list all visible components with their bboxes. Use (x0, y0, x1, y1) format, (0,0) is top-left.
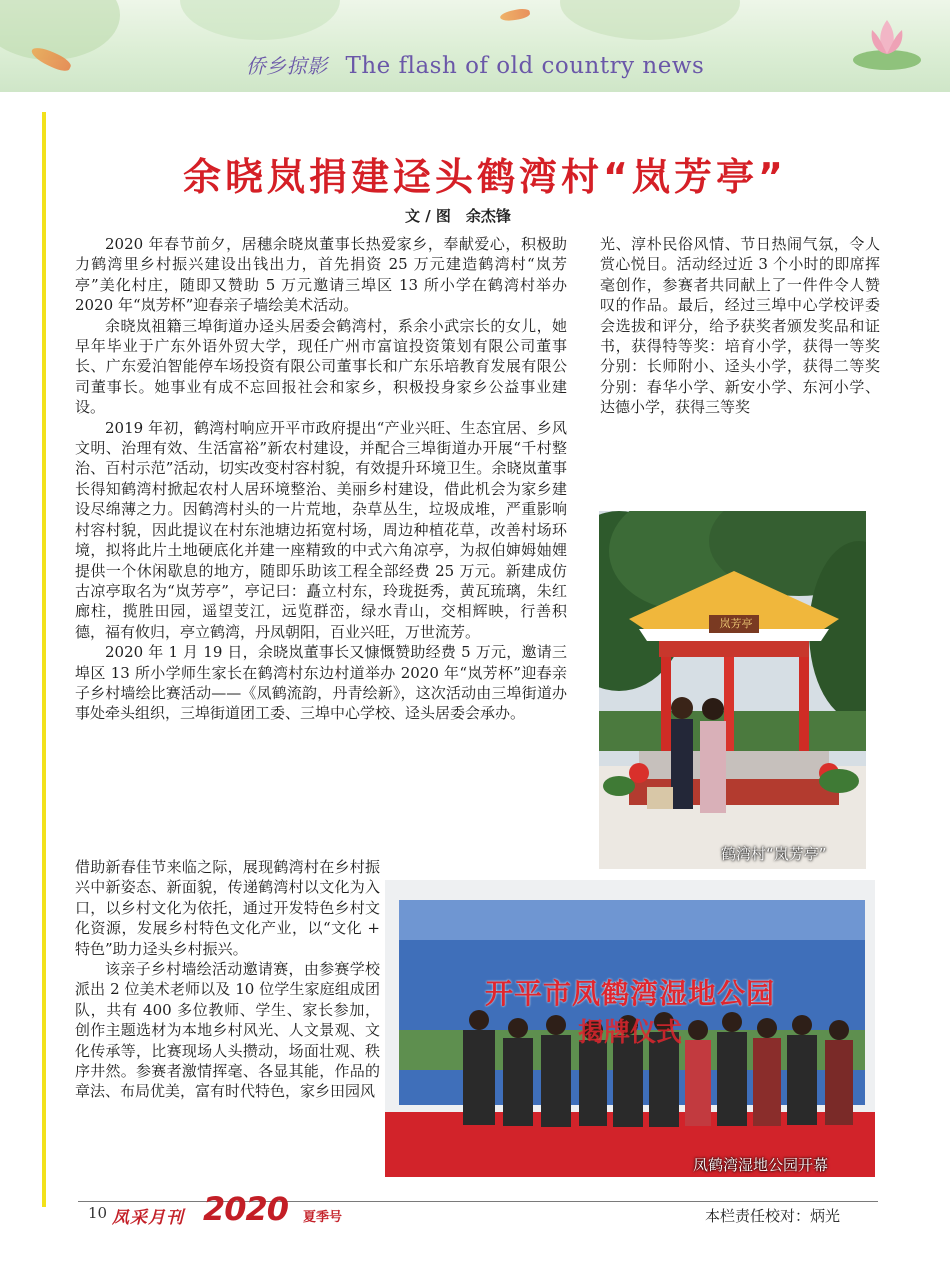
side-accent-rule (42, 112, 46, 1207)
koi-fish-decoration (499, 7, 530, 22)
paragraph: 2020 年春节前夕，居穗余晓岚董事长热爱家乡，奉献爱心，积极助力鹤湾里乡村振兴建设出钱出力，首先捐资 25 万元建造鹤湾村“岚芳亭”美化村庄，随即又赞助 5 万元邀请三埠区 13 所小学在鹤湾村举办 2020 年“岚芳杯”迎春亲子墙绘美术活动。 (75, 235, 567, 315)
section-name-cn: 侨乡掠影 (245, 54, 328, 78)
magazine-year: 2020 (203, 1190, 289, 1228)
header-band (0, 0, 950, 92)
paragraph: 借助新春佳节来临之际，展现鹤湾村在乡村振兴中新姿态、新面貌，传递鹤湾村以文化为入口，以乡村文化为依托，通过开发特色乡村文化资源，发展乡村特色文化产业，以“文化 + 特色”助力迳头乡村振兴。 (75, 858, 380, 958)
banner-subtitle: 揭牌仪式 (577, 1018, 682, 1048)
pavilion-caption: 鹤湾村“岚芳亭” (721, 845, 827, 863)
section-name-en: The flash of old country news (345, 53, 705, 79)
editor-note: 本栏责任校对：炳光 (705, 1207, 841, 1225)
pavilion-plaque: 岚芳亭 (719, 617, 753, 630)
paragraph: 余晓岚祖籍三埠街道办迳头居委会鹤湾村，系余小武宗长的女儿，她早年毕业于广东外语外贸大学，现任广州市富谊投资策划有限公司董事长、广东爱泊智能停车场投资有限公司董事长和广东乐培教育发展有限公司董事长。她事业有成不忘回报社会和家乡，积极投身家乡公益事业建设。 (75, 316, 567, 417)
paragraph: 该亲子乡村墙绘活动邀请赛，由参赛学校派出 2 位美术老师以及 10 位学生家庭组成团队，共有 400 多位教师、学生、家长参加，创作主题选材为本地乡村风光、人文景观、文化传承等，比赛现场人头攒动，场面壮观、秩序井然。参赛者激情挥毫、各显其能，作品的章法、布局优美，富有时代特色，家乡田园风 (75, 960, 380, 1101)
paragraph: 光、淳朴民俗风情、节日热闹气氛，令人赏心悦目。活动经过近 3 个小时的即席挥毫创作，参赛者共同献上了一件件令人赞叹的作品。最后，经过三埠中心学校评委会选拔和评分，给予获奖者颁发奖品和证书，获得特等奖：培育小学，获得一等奖分别：长师附小、迳头小学，获得二等奖分别：春华小学、新安小学、东河小学、达德小学，获得三等奖 (600, 235, 880, 417)
magazine-name: 凤采月刊 (112, 1208, 184, 1228)
section-header (0, 50, 950, 79)
article-body-left (75, 234, 567, 854)
pavilion-photo (599, 511, 866, 869)
page-number: 10 (88, 1204, 108, 1222)
pavilion-illustration (599, 511, 866, 869)
article-title: 余晓岚捐建迳头鹤湾村“岚芳亭” (183, 155, 787, 199)
footer-rule (78, 1201, 878, 1202)
paragraph: 2020 年 1 月 19 日，余晓岚董事长又慷慨赞助经费 5 万元，邀请三埠区 13 所小学师生家长在鹤湾村东边村道举办 2020 年“岚芳杯”迎春亲子乡村墙绘比赛活动——《凤鹤流韵，丹青绘新》，这次活动由三埠街道办事处牵头组织，三埠街道团工委、三埠中心学校、迳头居委会承办。 (75, 643, 567, 723)
article-byline: 文 / 图 余杰锋 (405, 207, 511, 225)
paragraph: 2019 年初，鹤湾村响应开平市政府提出“产业兴旺、生态宜居、乡风文明、治理有效、生活富裕”新农村建设，并配合三埠街道办开展“千村整治、百村示范”活动，切实改变村容村貌，有效提升环境卫生。余晓岚董事长得知鹤湾村掀起农村人居环境整治、美丽乡村建设，借此机会为家乡建设尽绵薄之力。因鹤湾村头的一片荒地，杂草丛生，垃圾成堆，严重影响村容村貌，因此提议在村东池塘边拓宽村场，周边种植花草，改善村场环境，拟将此片土地硬底化并建一座精致的中式六角凉亭，为叔伯婶姆妯娌提供一个休闲歇息的地方，随即乐助该工程全部经费 25 万元。新建成仿古凉亭取名为“岚芳亭”，亭记曰：矗立村东，玲珑挺秀，黄瓦琉璃，朱红廊柱，揽胜田园，遥望芰江，远览群峦，绿水青山，交相辉映，行善积德，福有攸归，亭立鹤湾，丹凤朝阳，百业兴旺，万世流芳。 (75, 418, 567, 641)
park-caption: 凤鹤湾湿地公园开幕 (693, 1156, 829, 1174)
wetland-park-photo (385, 880, 875, 1177)
banner-title: 开平市凤鹤湾湿地公园 (484, 977, 775, 1010)
article-body-lower-left (75, 857, 380, 1177)
article-body-right (600, 234, 880, 464)
magazine-issue: 夏季号 (303, 1210, 343, 1225)
